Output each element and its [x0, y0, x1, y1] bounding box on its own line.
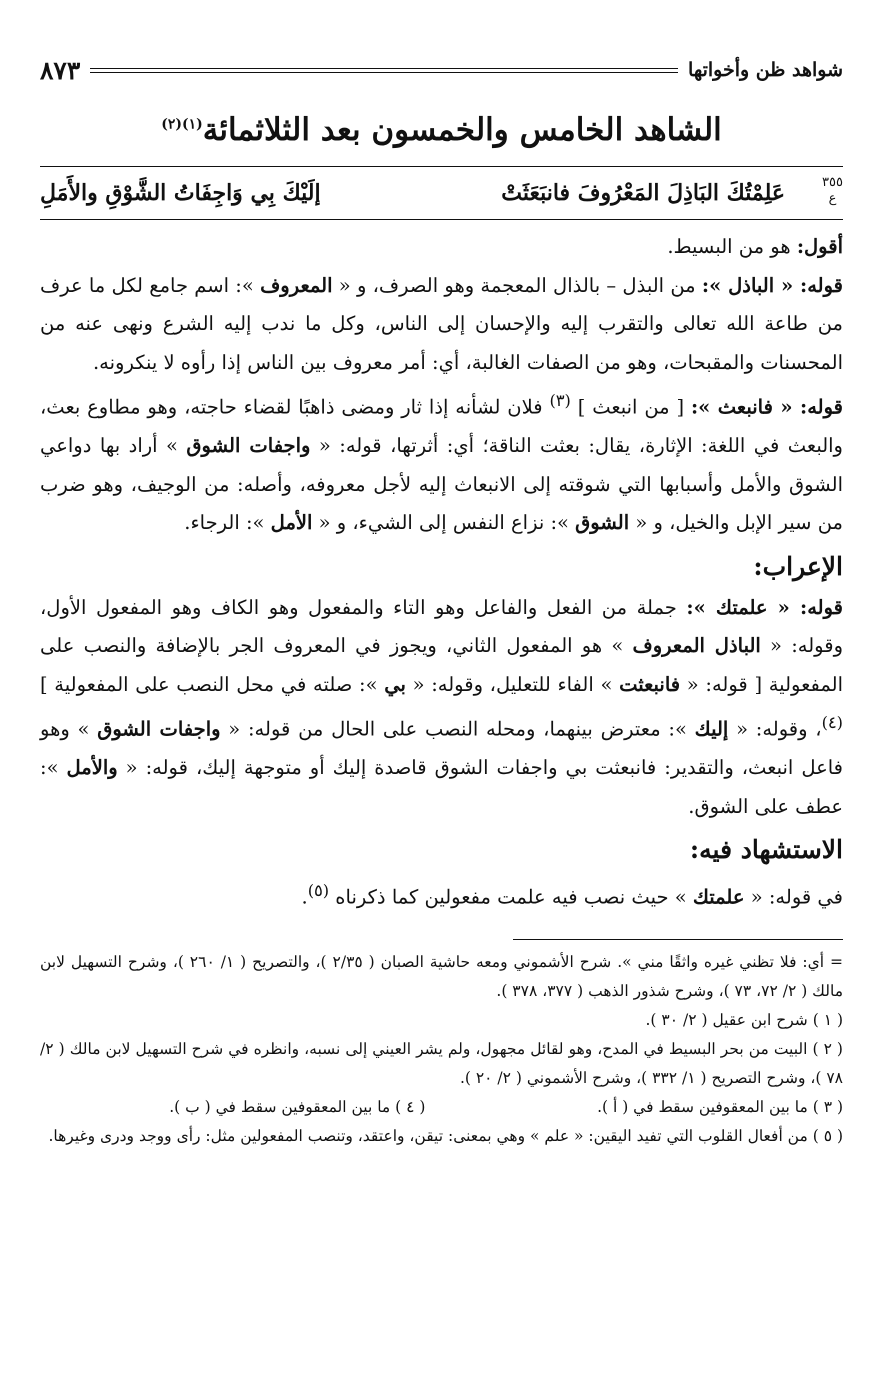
- note-ref-4: (٤): [821, 713, 843, 732]
- term-amal: الأمل: [270, 511, 313, 534]
- term-wajifat-shawq: واجفات الشوق: [97, 717, 221, 741]
- term-bi: بي: [384, 672, 406, 696]
- text-irab-c: » الفاء للتعليل، وقوله: «: [405, 672, 620, 696]
- text-istishhad-c: .: [301, 885, 308, 909]
- text-irab-h: »: عطف على الشوق.: [40, 756, 843, 818]
- running-head-title: شواهد ظن وأخواتها: [688, 59, 843, 81]
- paragraph-irab: [40, 589, 843, 827]
- term-shawq: الشوق: [575, 511, 630, 534]
- text-meter: هو من البسيط.: [667, 235, 797, 258]
- verse-number: ٣٥٥: [822, 175, 843, 190]
- page-number: ٨٧٣: [40, 55, 81, 85]
- note-ref-5: (٥): [307, 881, 330, 900]
- label-inbaath: قوله: « فانبعث »:: [690, 395, 843, 419]
- term-wal-amal: والأمل: [66, 756, 118, 779]
- paragraph-istishhad: [40, 872, 843, 917]
- footnote-1: ( ١ ) شرح ابن عقيل ( ٢/ ٣٠ ).: [645, 1011, 843, 1029]
- section-title-text: الشاهد الخامس والخمسون بعد الثلاثمائة: [202, 112, 722, 148]
- label-alimtuka: قوله: « علمتك »:: [686, 595, 843, 619]
- title-note-ref: (١)(٢): [161, 116, 203, 133]
- text-istishhad-b: » حيث نصب فيه علمت مفعولين كما ذكرناه: [329, 885, 693, 909]
- footnote-3: ( ٣ ) ما بين المعقوفين سقط في ( أ ).: [597, 1098, 843, 1116]
- section-title: [40, 112, 843, 156]
- text-inbaath-b: فلان لشأنه إذا ثار ومضى ذاهبًا لقضاء حاجته، وهو مطاوع بعث، والبعث في اللغة: الإثارة، يقال: بعثت الناقة؛ أي: أثرتها، قوله: «: [40, 395, 843, 457]
- text-badhil-b: »: اسم جامع لكل ما عرف من طاعة الله تعالى والتقرب إليه والإحسان إلى الناس، وكل ما ندب إليه الشرع ونهى عنه من المحسنات والمقبحات، وهو من الصفات الغالبة، أي: أمر معروف بين الناس إذا رأوه لا ينكرونه.: [40, 273, 843, 374]
- document-page: [40, 52, 843, 1151]
- verse-hemistich-1: عَلِمْتُكَ البَاذِلَ المَعْرُوفَ فانبَعَثَتْ: [501, 180, 785, 206]
- text-irab-a: جملة من الفعل والفاعل وهو التاء والمفعول وهو الكاف وهو المفعول الأول، وقوله: «: [40, 595, 843, 657]
- heading-irab: الإعراب:: [753, 551, 843, 581]
- header-rule: [90, 68, 678, 73]
- term-ilayka: إليك: [694, 717, 729, 741]
- term-alimtuka: علمتك: [692, 885, 745, 909]
- text-irab-b: » هو المفعول الثاني، ويجوز في المعروف الجر بالإضافة والنصب على المفعولية [ قوله: «: [40, 634, 843, 696]
- heading-istishhad: الاستشهاد فيه:: [689, 835, 843, 864]
- text-irab-d: »: صلته في محل النصب على المفعولية ]: [40, 672, 385, 696]
- text-inbaath-e: »: الرجاء.: [184, 511, 271, 534]
- text-irab-e: ، وقوله: «: [728, 717, 822, 741]
- footnote-4: ( ٤ ) ما بين المعقوفين سقط في ( ب ).: [169, 1098, 426, 1116]
- term-fanbaathat: فانبعثت: [619, 672, 681, 696]
- term-wajifat: واجفات الشوق: [186, 434, 311, 457]
- footnote-5: ( ٥ ) من أفعال القلوب التي تفيد اليقين: « علم » وهي بمعنى: تيقن، واعتقد، وتنصب المفعولين مثل: رأى ووجد ودرى وغيرها.: [48, 1127, 843, 1145]
- verse-number-block: [822, 175, 843, 207]
- text-istishhad-a: في قوله: «: [744, 885, 843, 909]
- paragraph-inbaath: [40, 382, 843, 543]
- term-maruf: المعروف: [260, 273, 333, 297]
- verse-line: [40, 166, 843, 220]
- label-badhil: قوله: « الباذل »:: [701, 273, 844, 297]
- footnote-row-3-4: [40, 1093, 843, 1122]
- label-aqul: أقول:: [796, 235, 843, 258]
- verse-letter: ع: [828, 191, 837, 206]
- paragraph-meter: [40, 228, 843, 267]
- text-inbaath-c: » أراد بها دواعي الشوق والأمل وأسبابها التي شوقته إلى الانبعاث إليه لأجل معروفه، وأصله: من الوجيف، وهو ضرب من سير الإبل والخيل، و «: [40, 434, 843, 534]
- term-badhil-maruf: الباذل المعروف: [632, 634, 761, 657]
- text-inbaath-d: »: نزاع النفس إلى الشيء، و «: [312, 511, 576, 534]
- text-irab-f: »: معترض بينهما، ومحله النصب على الحال من قوله: «: [220, 717, 695, 741]
- footnote-2: ( ٢ ) البيت من بحر البسيط في المدح، وهو لقائل مجهول، ولم يشر العيني إلى نسبه، وانظره في شرح التسهيل لابن مالك ( ٢/ ٧٨ )، وشرح التصريح ( ١/ ٣٣٢ )، وشرح الأشموني ( ٢/ ٢٠ ).: [40, 1040, 843, 1087]
- verse-hemistich-2: إلَيْكَ بِي وَاجِفَاتُ الشَّوْقِ والأَمَلِ: [40, 180, 321, 206]
- text-inbaath-a: [ من انبعث ]: [570, 395, 691, 419]
- running-head: [40, 52, 843, 88]
- footnote-continued: = أي: فلا تظني غيره واثقًا مني ». شرح الأشموني ومعه حاشية الصبان ( ٢/٣٥ )، والتصريح ( ١/ ٢٦٠ )، وشرح التسهيل لابن مالك ( ٢/ ٧٢، ٧٣ )، وشرح شذور الذهب ( ٣٧٧، ٣٧٨ ).: [40, 953, 843, 1000]
- paragraph-badhil: [40, 267, 843, 383]
- text-badhil-a: من البذل – بالذال المعجمة وهو الصرف، و «: [332, 273, 702, 297]
- footnote-rule: [513, 939, 843, 940]
- note-ref-3: (٣): [549, 391, 571, 410]
- text-irab-g: » وهو فاعل انبعث، والتقدير: فانبعثت بي واجفات الشوق قاصدة إليك أو متوجهة إليك، قوله: «: [40, 717, 843, 779]
